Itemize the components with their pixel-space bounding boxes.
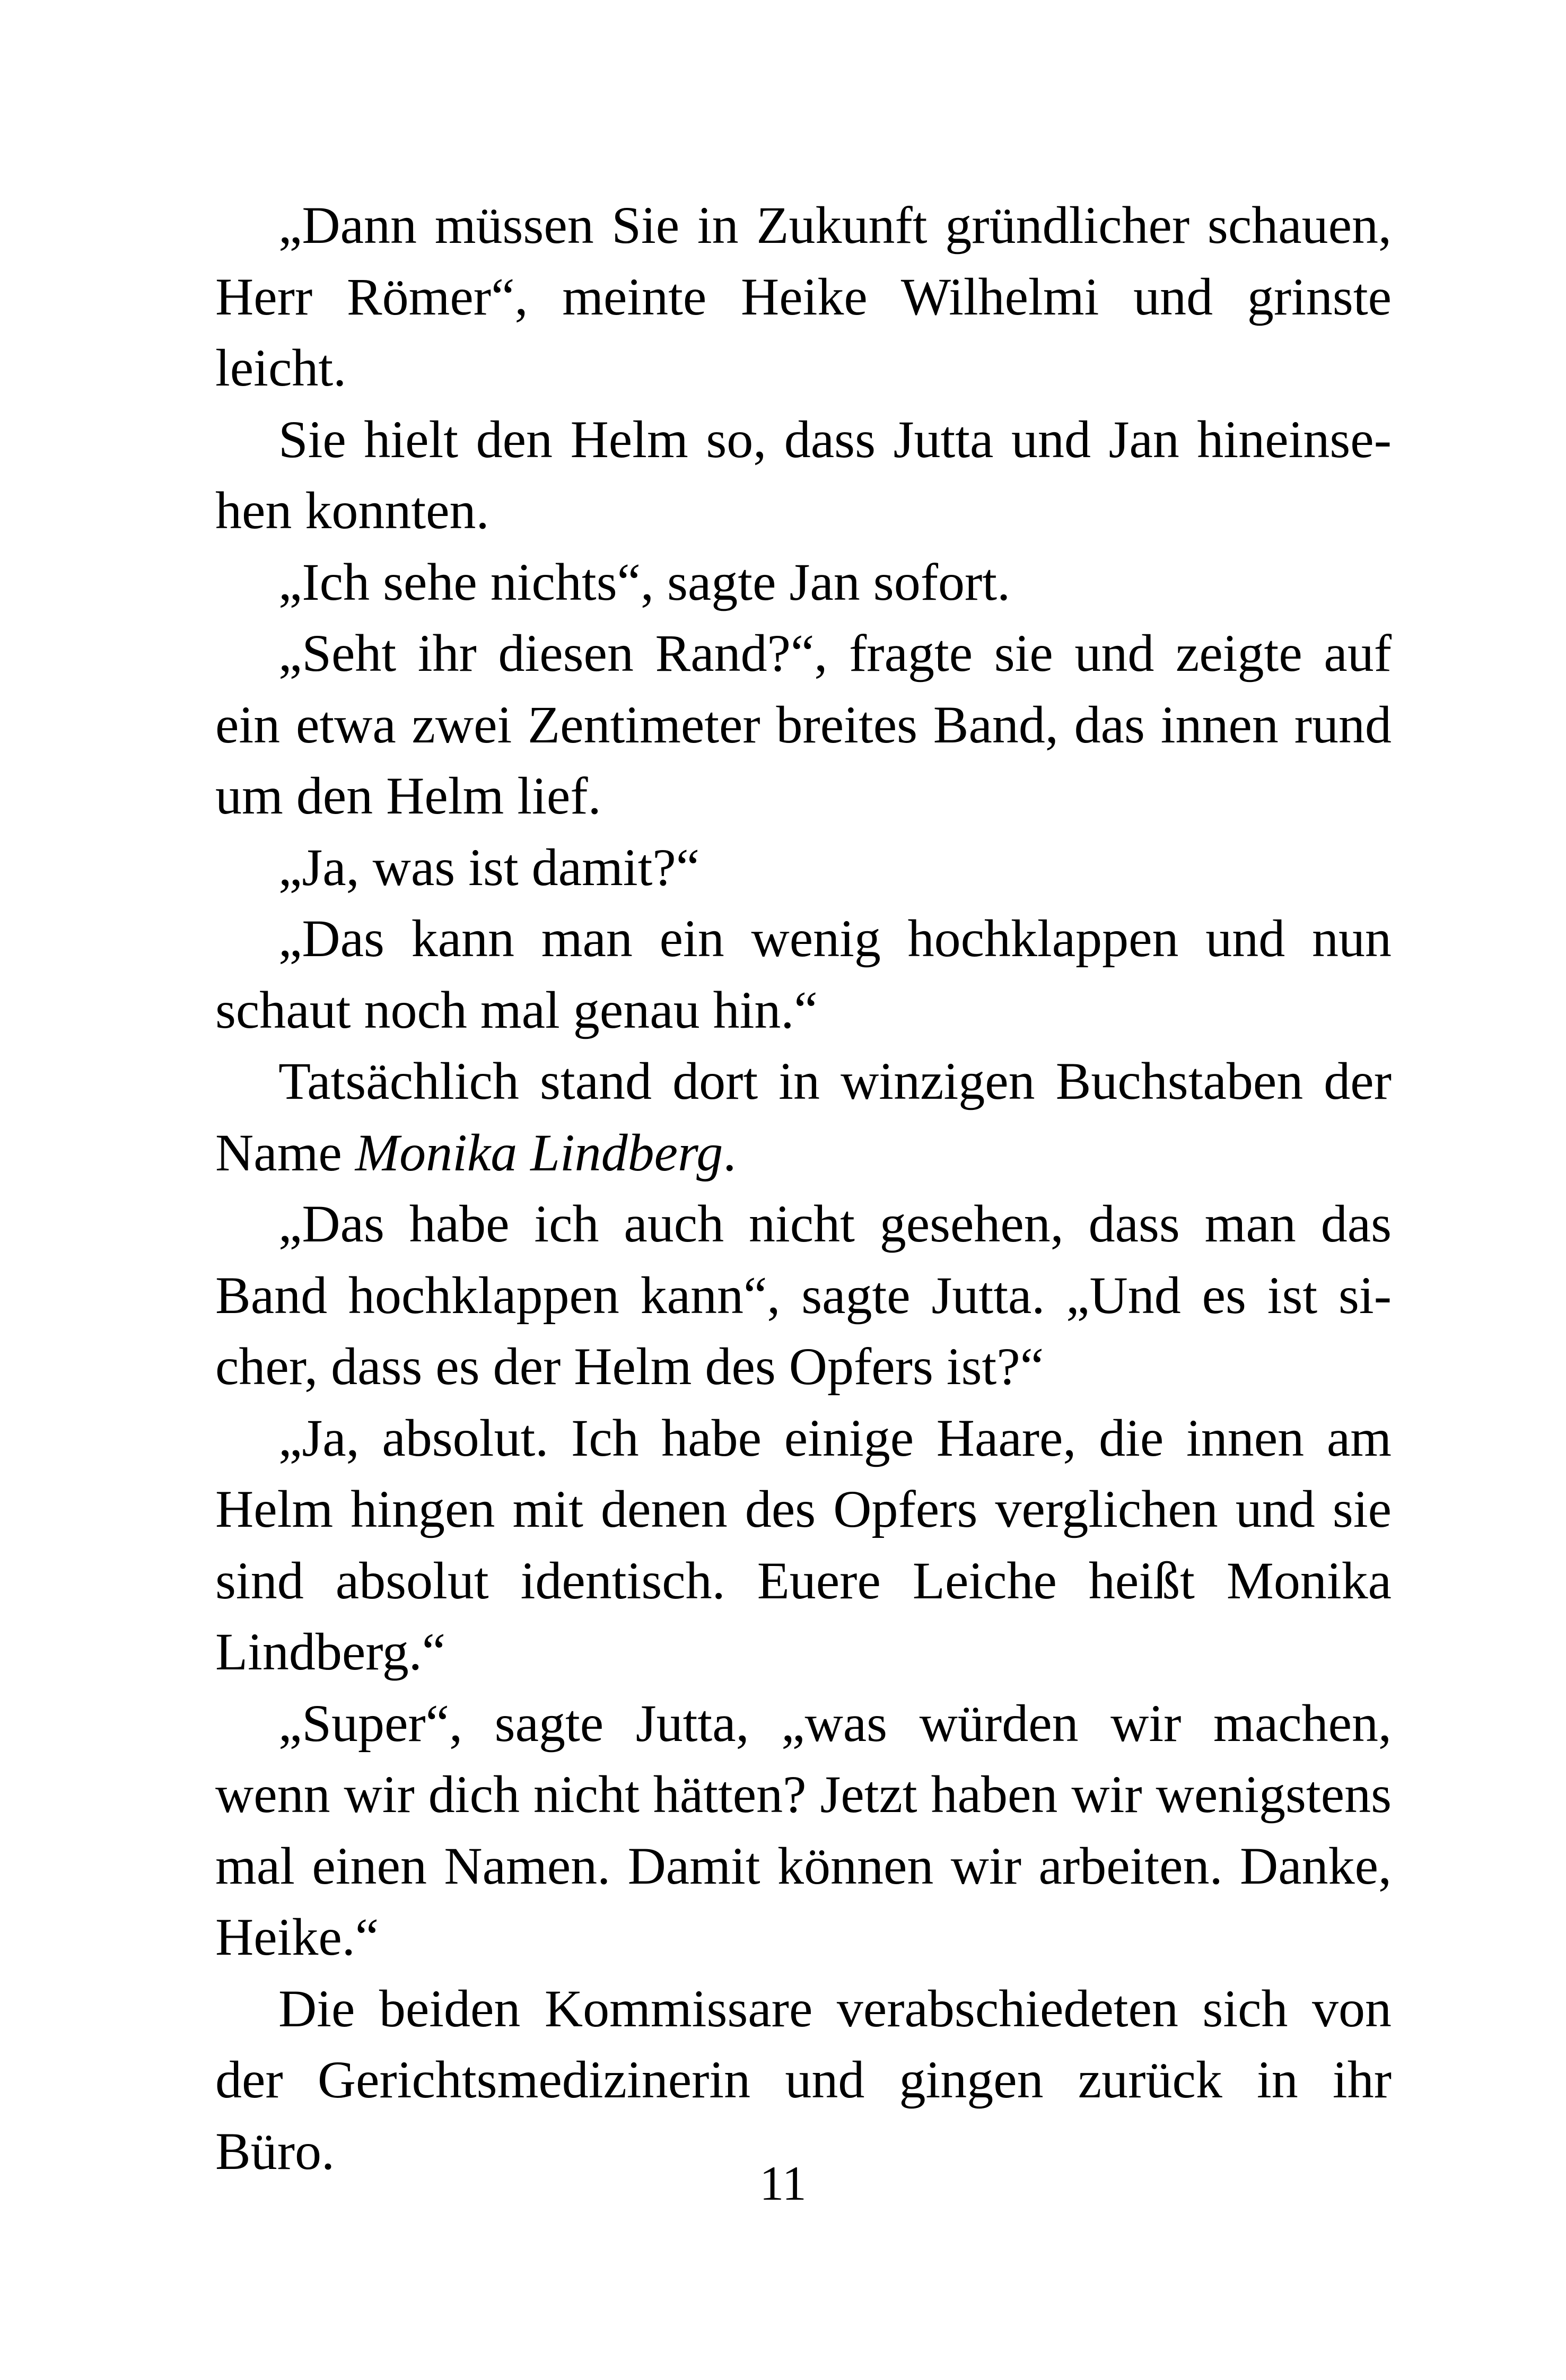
paragraph: „Ja, absolut. Ich habe einige Haare, die innen am Helm hingen mit denen des Opfers verglichen und sie sind absolut identisch. Euere Leiche heißt Monika Lindberg.“ xyxy=(215,1408,1392,1681)
paragraph: „Ja, was ist damit?“ xyxy=(278,837,700,897)
paragraph: Sie hielt den Helm so, dass Jutta und Jan hineinsehen konnten. xyxy=(215,409,1392,540)
paragraph: „Seht ihr diesen Rand?“, fragte sie und zeigte auf ein etwa zwei Zentimeter breites Band, das innen rund um den Helm lief. xyxy=(215,624,1392,825)
paragraph-text-after-name: . xyxy=(723,1123,737,1182)
paragraph: „Das kann man ein wenig hochklappen und nun schaut noch mal genau hin.“ xyxy=(215,909,1392,1039)
body-text xyxy=(215,190,1392,2187)
paragraph: „Super“, sagte Jutta, „was würden wir machen, wenn wir dich nicht hätten? Jetzt haben wir wenigstens mal einen Namen. Damit können wir arbeiten. Danke, Heike.“ xyxy=(215,1693,1392,1966)
page-number: 11 xyxy=(759,2156,807,2210)
paragraph: Die beiden Kommissare verabschiedeten sich von der Gerichtsmedizinerin und gingen zurück in ihr Büro. xyxy=(215,1979,1392,2181)
paragraph-text-before-name: Tatsächlich stand dort in winzigen Buchstaben der Name xyxy=(215,1052,1392,1182)
victim-name-italic: Monika Lindberg xyxy=(355,1123,723,1182)
paragraph: „Das habe ich auch nicht gesehen, dass man das Band hochklappen kann“, sagte Jutta. „Und es ist sicher, dass es der Helm des Opfers ist?“ xyxy=(215,1194,1392,1396)
paragraph-with-name xyxy=(215,1046,1392,1188)
paragraph: „Dann müssen Sie in Zukunft gründlicher schauen, Herr Römer“, meinte Heike Wilhelmi und grinste leicht. xyxy=(215,196,1392,397)
paragraph: „Ich sehe nichts“, sagte Jan sofort. xyxy=(278,552,1011,611)
